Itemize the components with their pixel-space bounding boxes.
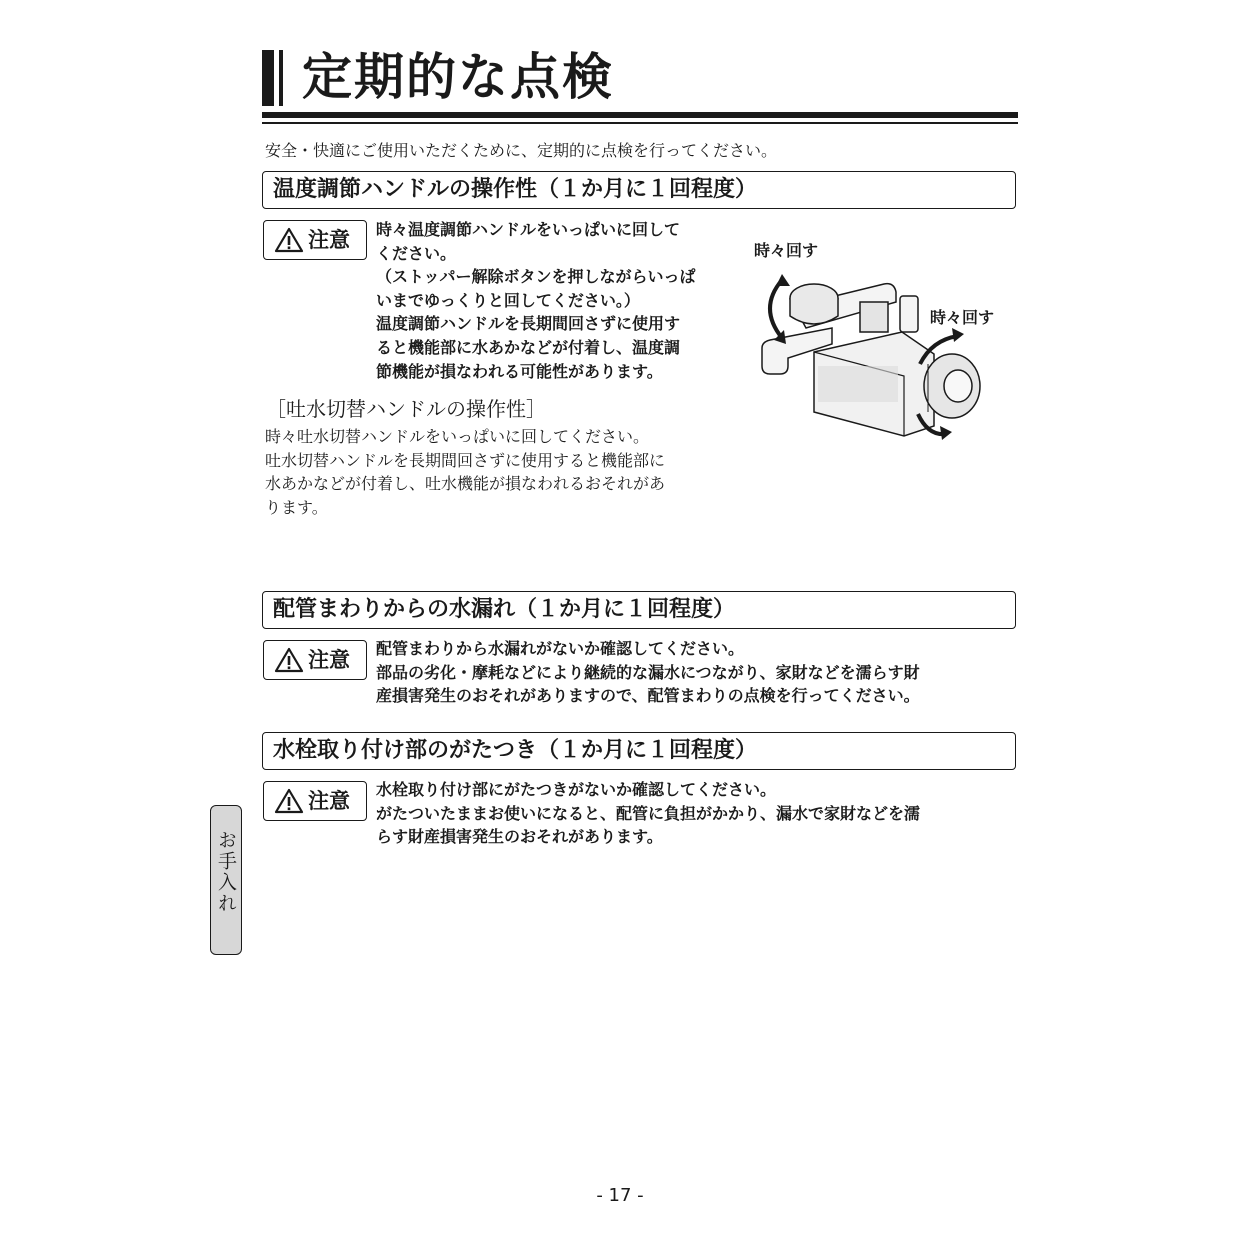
caution-line: ると機能部に水あかなどが付着し、温度調: [376, 337, 681, 357]
sub-body-spout-switch: [265, 425, 665, 519]
warning-triangle-icon: [274, 647, 304, 673]
warning-triangle-icon: [274, 788, 304, 814]
intro-text: 安全・快適にご使用いただくために、定期的に点検を行ってください。: [265, 141, 778, 160]
caution-line: （ストッパー解除ボタンを押しながらいっぱ: [376, 267, 696, 287]
caution-badge: [263, 220, 367, 260]
caution-line: ください。: [376, 243, 457, 263]
caution-line: がたついたままお使いになると、配管に負担がかかり、漏水で家財などを濡: [376, 803, 921, 823]
caution-badge: [263, 640, 367, 680]
body-line: ります。: [265, 497, 328, 517]
title-mark-thin: [279, 50, 283, 106]
body-line: 水あかなどが付着し、吐水機能が損なわれるおそれがあ: [265, 474, 666, 494]
rotate-label-left: 時々回す: [754, 241, 819, 260]
section-header-mounting: [262, 732, 1016, 770]
section-header-piping: [262, 591, 1016, 629]
page-number: - 17 -: [596, 1185, 644, 1206]
caution-line: らす財産損害発生のおそれがあります。: [376, 827, 663, 847]
caution-line: 節機能が損なわれる可能性があります。: [376, 361, 663, 381]
section-heading: 配管まわりからの水漏れ（１か月に１回程度）: [273, 597, 736, 622]
caution-badge: [263, 781, 367, 821]
rotate-label-right: 時々回す: [930, 308, 995, 327]
body-line: 吐水切替ハンドルを長期間回さずに使用すると機能部に: [265, 450, 666, 470]
caution-label: 注意: [308, 648, 350, 672]
section-heading: 温度調節ハンドルの操作性（１か月に１回程度）: [273, 177, 758, 202]
caution-text-piping: [376, 637, 920, 708]
title-rule-thick: [262, 112, 1018, 118]
side-tab-care: [210, 805, 242, 955]
caution-label: 注意: [308, 789, 350, 813]
title-mark: [262, 50, 274, 106]
faucet-drawing: [752, 236, 1012, 450]
page-title-block: [262, 42, 1018, 132]
warning-triangle-icon: [274, 227, 304, 253]
title-rule-thin: [262, 122, 1018, 124]
caution-line: 産損害発生のおそれがありますので、配管まわりの点検を行ってください。: [376, 686, 920, 706]
section-heading: 水栓取り付け部のがたつき（１か月に１回程度）: [273, 738, 758, 763]
caution-line: いまでゆっくりと回してください。）: [376, 290, 640, 310]
caution-text-mounting: [376, 778, 920, 849]
caution-text-temperature: [376, 218, 696, 383]
caution-label: 注意: [308, 228, 350, 252]
page-title: 定期的な点検: [302, 48, 614, 106]
body-line: 時々吐水切替ハンドルをいっぱいに回してください。: [265, 427, 650, 446]
caution-line: 部品の劣化・摩耗などにより継続的な漏水につながり、家財などを濡らす財: [376, 662, 920, 682]
caution-line: 水栓取り付け部にがたつきがないか確認してください。: [376, 780, 777, 799]
caution-line: 温度調節ハンドルを長期間回さずに使用す: [376, 314, 681, 334]
side-tab-label: お手入れ: [215, 830, 237, 914]
faucet-illustration: [752, 236, 1012, 450]
sub-heading-spout-switch: ［吐水切替ハンドルの操作性］: [266, 397, 546, 421]
section-header-temperature: [262, 171, 1016, 209]
caution-line: 配管まわりから水漏れがないか確認してください。: [376, 639, 745, 658]
caution-line: 時々温度調節ハンドルをいっぱいに回して: [376, 220, 681, 239]
